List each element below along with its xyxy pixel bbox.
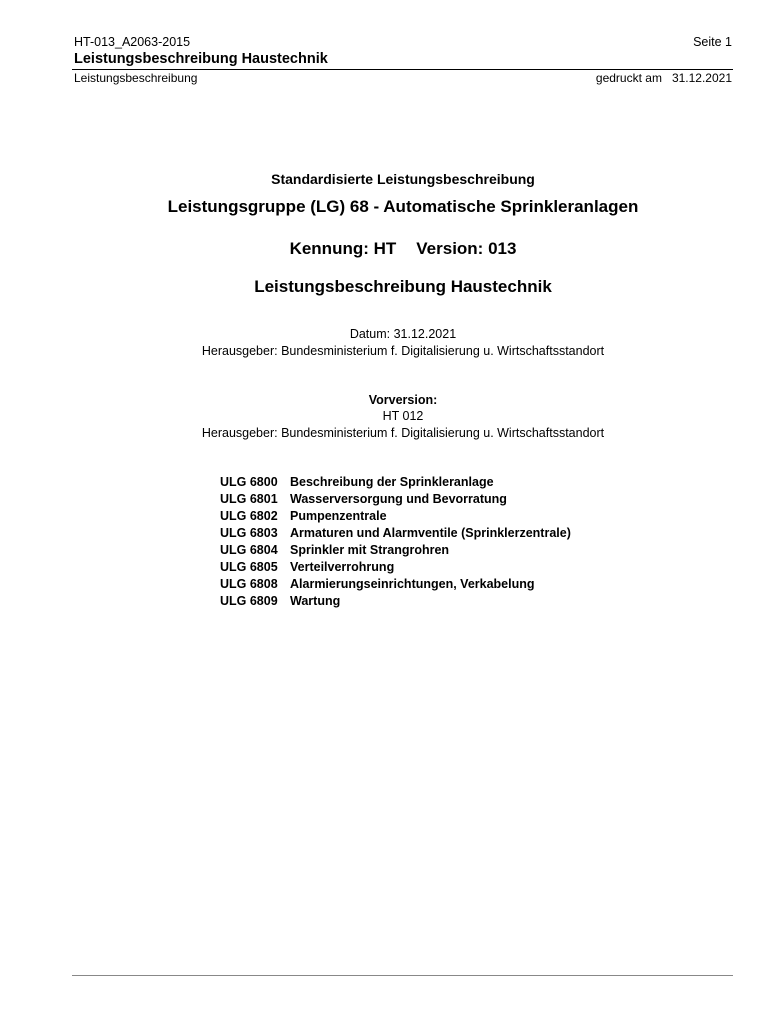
ulg-title: Wasserversorgung und Bevorratung xyxy=(290,492,507,506)
header-divider xyxy=(72,69,733,70)
ulg-code: ULG 6801 xyxy=(220,492,278,506)
ulg-code: ULG 6803 xyxy=(220,526,278,540)
header-title: Leistungsbeschreibung Haustechnik xyxy=(74,51,328,67)
previous-version-label: Vorversion: xyxy=(368,393,438,407)
ulg-item xyxy=(220,560,571,577)
identifier: Kennung: HT xyxy=(289,239,397,258)
ulg-item xyxy=(220,475,571,492)
ulg-item xyxy=(220,492,571,509)
ulg-item xyxy=(220,526,571,543)
printed-info xyxy=(596,71,732,85)
document-code: HT-013_A2063-2015 xyxy=(74,35,191,49)
ulg-code: ULG 6804 xyxy=(220,543,278,557)
ulg-code: ULG 6802 xyxy=(220,509,278,523)
ulg-title: Armaturen und Alarmventile (Sprinklerzentrale) xyxy=(290,526,571,540)
group-title: Leistungsgruppe (LG) 68 - Automatische Sprinkleranlagen xyxy=(167,197,639,216)
description-title: Leistungsbeschreibung Haustechnik xyxy=(254,277,552,296)
ulg-code: ULG 6800 xyxy=(220,475,278,489)
printed-label: gedruckt am xyxy=(595,71,662,85)
ulg-title: Beschreibung der Sprinkleranlage xyxy=(290,475,494,489)
header-subtitle: Leistungsbeschreibung xyxy=(74,71,198,85)
ulg-item xyxy=(220,509,571,526)
ulg-code: ULG 6808 xyxy=(220,577,278,591)
identifier-line xyxy=(0,239,770,259)
ulg-code: ULG 6809 xyxy=(220,594,278,608)
ulg-title: Alarmierungseinrichtungen, Verkabelung xyxy=(290,577,535,591)
ulg-item xyxy=(220,594,571,611)
ulg-title: Sprinkler mit Strangrohren xyxy=(290,543,450,557)
previous-version-value: HT 012 xyxy=(382,409,424,423)
ulg-title: Pumpenzentrale xyxy=(290,509,387,523)
page-number: Seite 1 xyxy=(693,35,732,49)
ulg-code: ULG 6805 xyxy=(220,560,278,574)
standard-label: Standardisierte Leistungsbeschreibung xyxy=(271,171,535,187)
ulg-list xyxy=(220,475,571,611)
previous-publisher-line: Herausgeber: Bundesministerium f. Digitalisierung u. Wirtschaftsstandort xyxy=(201,426,605,440)
ulg-title: Verteilverrohrung xyxy=(290,560,395,574)
printed-date: 31.12.2021 xyxy=(671,71,732,85)
ulg-title: Wartung xyxy=(290,594,341,608)
ulg-item xyxy=(220,543,571,560)
version: Version: 013 xyxy=(416,239,517,258)
footer-divider xyxy=(72,975,733,976)
publisher-line: Herausgeber: Bundesministerium f. Digitalisierung u. Wirtschaftsstandort xyxy=(201,344,605,358)
ulg-item xyxy=(220,577,571,594)
date-line: Datum: 31.12.2021 xyxy=(349,327,457,341)
